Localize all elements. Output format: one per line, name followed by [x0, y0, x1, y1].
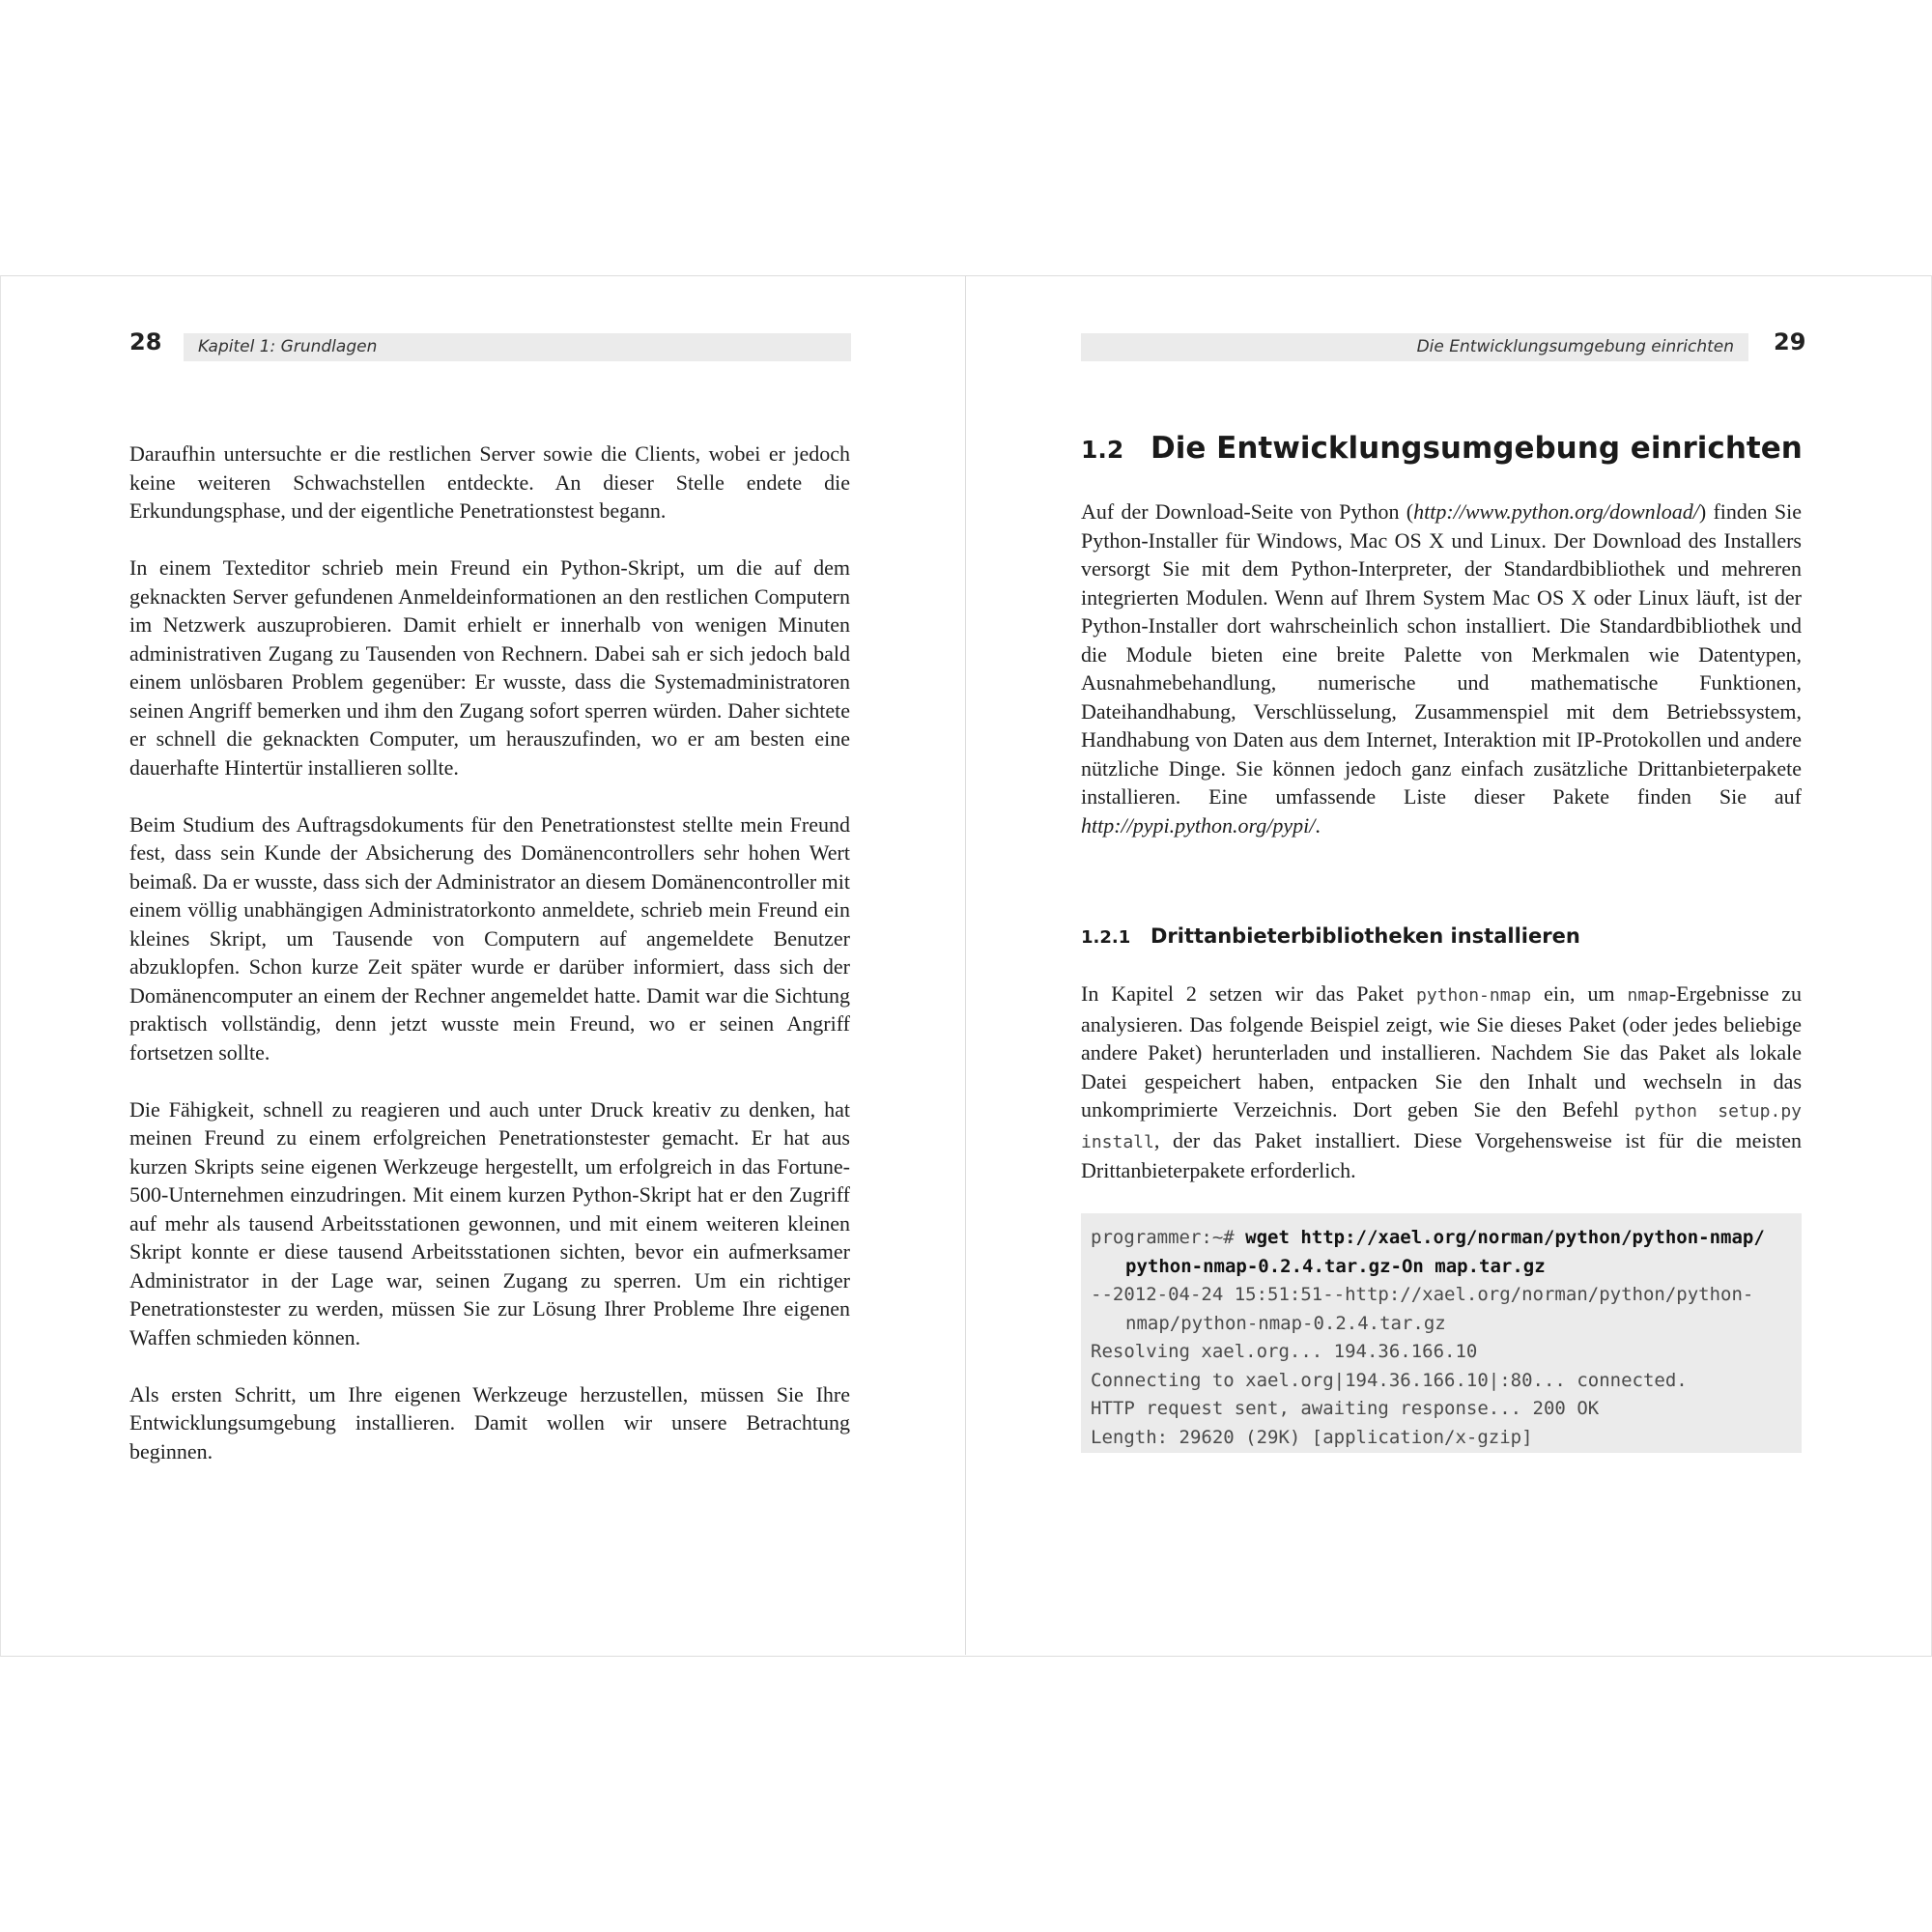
text-run: In Kapitel 2 setzen wir das Paket [1081, 981, 1417, 1006]
running-head-left: Kapitel 1: Grundlagen [184, 333, 851, 361]
subsection-paragraph [1081, 980, 1802, 1185]
code-output-line: nmap/python-nmap-0.2.4.tar.gz [1125, 1312, 1446, 1334]
shell-command-continuation: python-nmap-0.2.4.tar.gz-On map.tar.gz [1125, 1255, 1546, 1277]
subsection-title: Drittanbieterbibliotheken installieren [1151, 924, 1580, 948]
paragraph: Beim Studium des Auftragsdokuments für den Penetrationstest stellte mein Freund fest, dass sein Kunde der Absicherung des Domänencontrollers sehr hohen Wert beimaß. Da er wusste, dass sich der Administrator an diesem Domänencontroller mit einem völlig unabhängigen Administratorkonto anmeldete, schrieb mein Freund ein kleines Skript, um Tausende von Computern auf angemeldete Benutzer abzuklopfen. Schon kurze Zeit später wurde er darüber informiert, dass sich der Domänencomputer an einem der Rechner angemeldet hatte. Damit war die Sichtung praktisch vollständig, denn jetzt wusste mein Freund, wo er seinen Angriff fortsetzen sollte. [129, 811, 850, 1065]
section-title: Die Entwicklungsumgebung einrichten [1151, 431, 1803, 466]
code-output-line: Connecting to xael.org|194.36.166.10|:80... connected. [1091, 1369, 1688, 1391]
paragraph: Daraufhin untersuchte er die restlichen Server sowie die Clients, wobei er jedoch keine weiteren Schwachstellen entdeckte. An dieser Stelle endete die Erkundungsphase, und der eigentliche Penetrationstest begann. [129, 441, 850, 523]
shell-command: wget http://xael.org/norman/python/python-nmap/ [1245, 1227, 1765, 1248]
code-output-line: Resolving xael.org... 194.36.166.10 [1091, 1341, 1478, 1362]
subsection-number: 1.2.1 [1081, 927, 1131, 948]
section-heading [1081, 431, 1815, 466]
text-run: -Ergebnisse zu analysieren. Das folgende Beispiel zeigt, wie Sie dieses Paket (oder jedes beliebige andere Paket) herunterladen und installieren. Nachdem Sie das Paket als lokale Datei gespeichert haben, entpacken Sie den Inhalt und wechseln in das unkomprimierte Verzeichnis. Dort geben Sie den Befehl [1081, 981, 1802, 1122]
page-number-right: 29 [1774, 328, 1806, 355]
paragraph: Die Fähigkeit, schnell zu reagieren und auch unter Druck kreativ zu denken, hat meinen Freund zu einem erfolgreichen Penetrationstester gemacht. Er hat aus kurzen Skripts seine eigenen Werkzeuge hergestellt, um erfolgreich in das Fortune-500-Unternehmen einzudringen. Mit einem kurzen Python-Skript hat er den Zugriff auf mehr als tausend Arbeitsstationen gewonnen, und mit einem weiteren kleinen Skript konnte er diese tausend Arbeitsstationen sichten, bevor ein aufmerksamer Administrator in der Lage war, seinen Zugang zu sperren. Um ein richtiger Penetrationstester zu werden, müssen Sie zur Lösung Ihrer Probleme Ihre eigenen Waffen schmieden können. [129, 1096, 850, 1350]
paragraph: In einem Texteditor schrieb mein Freund ein Python-Skript, um die auf dem geknackten Server gefundenen Anmeldeinformationen an den restlichen Computern im Netzwerk auszuprobieren. Damit erhielt er innerhalb von wenigen Minuten administrativen Zugang zu Tausenden von Rechnern. Dabei sah er sich jedoch bald einem unlösbaren Problem gegenüber: Er wusste, dass die Systemadministratoren seinen Angriff bemerken und ihm den Zugang sofort sperren würden. Daher sichtete er schnell die geknackten Computer, um herauszufinden, wo er am besten eine dauerhafte Hintertür installieren sollte. [129, 555, 850, 780]
inline-code: python-nmap [1416, 985, 1532, 1006]
code-output-line: --2012-04-24 15:51:51--http://xael.org/norman/python/python- [1091, 1284, 1754, 1305]
shell-prompt: programmer:~# [1091, 1227, 1246, 1248]
code-output-line: HTTP request sent, awaiting response... 200 OK [1091, 1398, 1600, 1419]
inline-code: python setup.py install [1081, 1101, 1802, 1152]
section-paragraph [1081, 497, 1802, 839]
paragraph: Als ersten Schritt, um Ihre eigenen Werkzeuge herzustellen, müssen Sie Ihre Entwicklungsumgebung installieren. Damit wollen wir unsere Betrachtung beginnen. [129, 1381, 850, 1463]
code-line [1091, 1224, 1792, 1253]
text-run: Auf der Download-Seite von Python ( [1081, 499, 1414, 524]
subsection-body [1081, 980, 1802, 1213]
text-run: ein, um [1531, 981, 1628, 1006]
code-listing [1081, 1213, 1802, 1453]
section-number: 1.2 [1081, 436, 1124, 464]
download-link[interactable]: http://www.python.org/download/ [1413, 499, 1699, 524]
subsection-heading [1081, 924, 1815, 948]
text-run: . [1315, 812, 1321, 838]
inline-code: nmap [1627, 985, 1669, 1006]
page-number-left: 28 [129, 328, 162, 355]
text-run: ) finden Sie Python-Installer für Windows, Mac OS X und Linux. Der Download des Installers versorgt Sie mit dem Python-Interpreter, der Standardbibliothek und mehreren integrierten Modulen. Wenn auf Ihrem System Mac OS X oder Linux läuft, ist der Python-Installer dort wahrscheinlich schon installiert. Die Standardbibliothek und die Module bieten eine breite Palette von Merkmalen wie Datentypen, Ausnahmebehandlung, numerische und mathematische Funktionen, Dateihandhabung, Verschlüsselung, Zusammenspiel mit dem Betriebssystem, Handhabung von Daten aus dem Internet, Interaktion mit IP-Protokollen und andere nützliche Dinge. Sie können jedoch ganz einfach zusätzliche Drittanbieterpakete installieren. Eine umfassende Liste dieser Pakete finden Sie auf [1081, 499, 1802, 809]
section-body [1081, 497, 1802, 868]
code-output-line: Length: 29620 (29K) [application/x-gzip] [1091, 1426, 1533, 1448]
text-run: , der das Paket installiert. Diese Vorgehensweise ist für die meisten Drittanbieterpakete erforderlich. [1081, 1127, 1802, 1182]
pypi-link[interactable]: http://pypi.python.org/pypi/ [1081, 812, 1316, 838]
page-gutter [965, 275, 966, 1655]
running-head-right: Die Entwicklungsumgebung einrichten [1081, 333, 1748, 361]
left-page-body [129, 440, 850, 1494]
